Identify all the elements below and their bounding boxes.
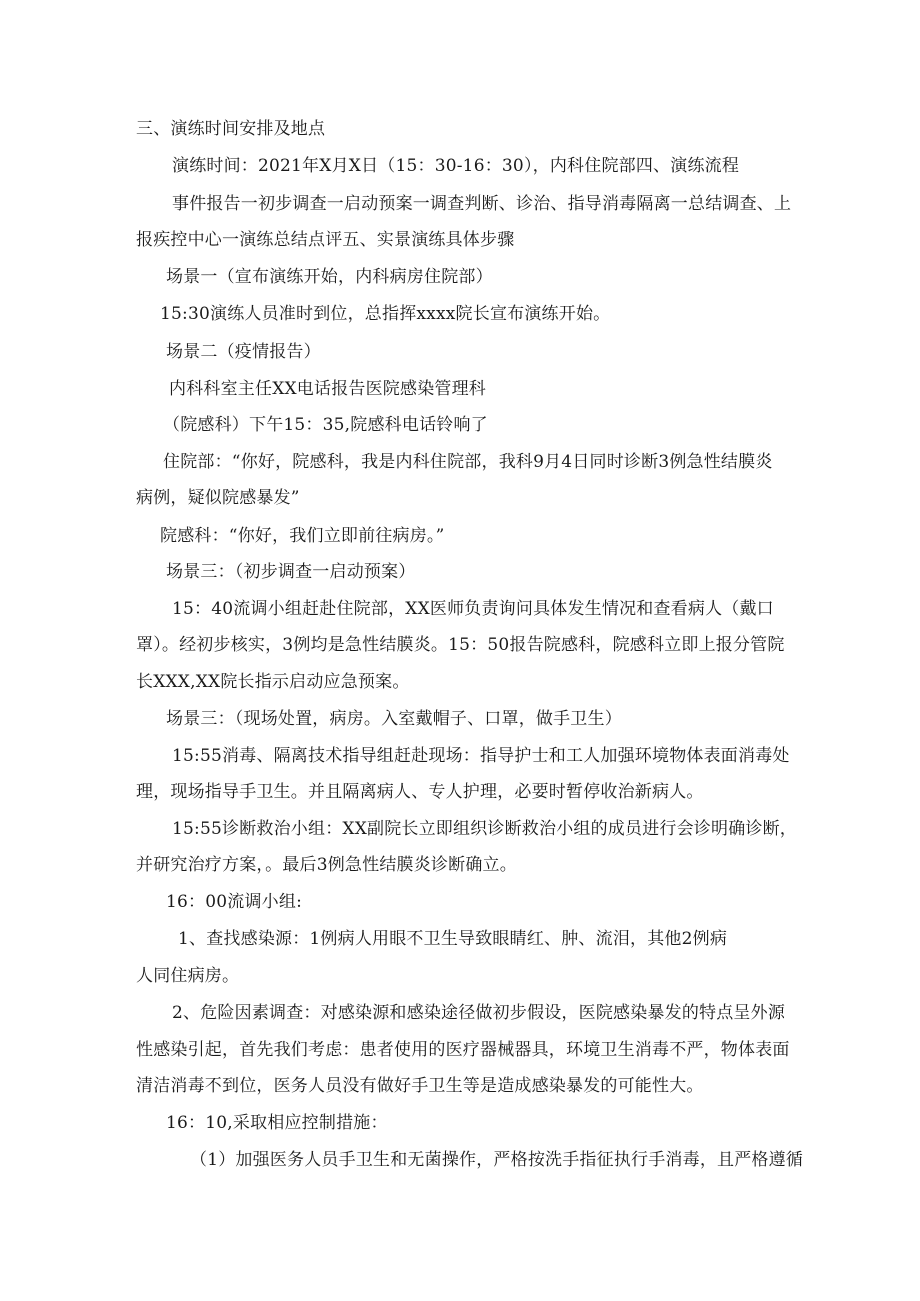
section-heading: 三、演练时间安排及地点 <box>136 119 326 139</box>
paragraph-line: 长XXX,XX院长指示启动应急预案。 <box>136 672 410 692</box>
list-item: （1）加强医务人员手卫生和无菌操作，严格按洗手指征执行手消毒，且严格遵循 <box>190 1150 804 1170</box>
paragraph-line: 理，现场指导手卫生。并且隔离病人、专人护理，必要时暂停收治新病人。 <box>136 782 704 802</box>
paragraph-line: 15:55诊断救治小组：XX副院长立即组织诊断救治小组的成员进行会诊明确诊断， <box>172 819 797 839</box>
list-item: 2、危险因素调查：对感染源和感染途径做初步假设，医院感染暴发的特点呈外源 <box>172 1003 786 1023</box>
paragraph-line: 15:55消毒、隔离技术指导组赶赴现场：指导护士和工人加强环境物体表面消毒处 <box>172 746 790 766</box>
scene-heading: 场景二（疫情报告） <box>166 342 321 362</box>
paragraph-line: 16：00流调小组: <box>166 892 302 912</box>
paragraph-line: 院感科：“你好，我们立即前往病房。” <box>160 526 445 546</box>
paragraph-line: 住院部：“你好，院感科，我是内科住院部，我科9月4日同时诊断3例急性结膜炎 <box>163 452 773 472</box>
scene-heading: 场景一（宣布演练开始，内科病房住院部） <box>166 267 493 287</box>
paragraph-line: 性感染引起，首先我们考虑：患者使用的医疗器械器具，环境卫生消毒不严，物体表面 <box>136 1040 790 1060</box>
paragraph-line: 15:30演练人员准时到位，总指挥xxxx院长宣布演练开始。 <box>160 304 611 324</box>
paragraph-line: 15：40流调小组赶赴住院部，XX医师负责询问具体发生情况和查看病人（戴口 <box>172 599 774 619</box>
paragraph-line: 内科科室主任XX电话报告医院感染管理科 <box>169 379 487 399</box>
paragraph-line: 演练时间：2021年X月X日（15：30-16：30），内科住院部四、演练流程 <box>172 156 740 176</box>
paragraph-line: 清洁消毒不到位，医务人员没有做好手卫生等是造成感染暴发的可能性大。 <box>136 1076 704 1096</box>
paragraph-line: 罩）。经初步核实，3例均是急性结膜炎。15：50报告院感科，院感科立即上报分管院 <box>136 635 785 655</box>
paragraph-line: 人同住病房。 <box>136 966 240 986</box>
list-item: 1、查找感染源：1例病人用眼不卫生导致眼睛红、肿、流泪，其他2例病 <box>178 929 728 949</box>
paragraph-line: 16：10,采取相应控制措施： <box>166 1113 388 1133</box>
paragraph-line: （院感科）下午15：35,院感科电话铃响了 <box>163 415 488 435</box>
scene-heading: 场景三：（初步调查一启动预案） <box>166 562 416 582</box>
paragraph-line: 病例，疑似院感暴发” <box>136 488 300 508</box>
paragraph-line: 并研究治疗方案，。最后3例急性结膜炎诊断确立。 <box>136 855 517 875</box>
scene-heading: 场景三：（现场处置，病房。入室戴帽子、口罩，做手卫生） <box>166 709 622 729</box>
paragraph-line: 事件报告一初步调查一启动预案一调查判断、诊治、指导消毒隔离一总结调查、上 <box>172 194 792 214</box>
paragraph-line: 报疾控中心一演练总结点评五、实景演练具体步骤 <box>136 230 515 250</box>
